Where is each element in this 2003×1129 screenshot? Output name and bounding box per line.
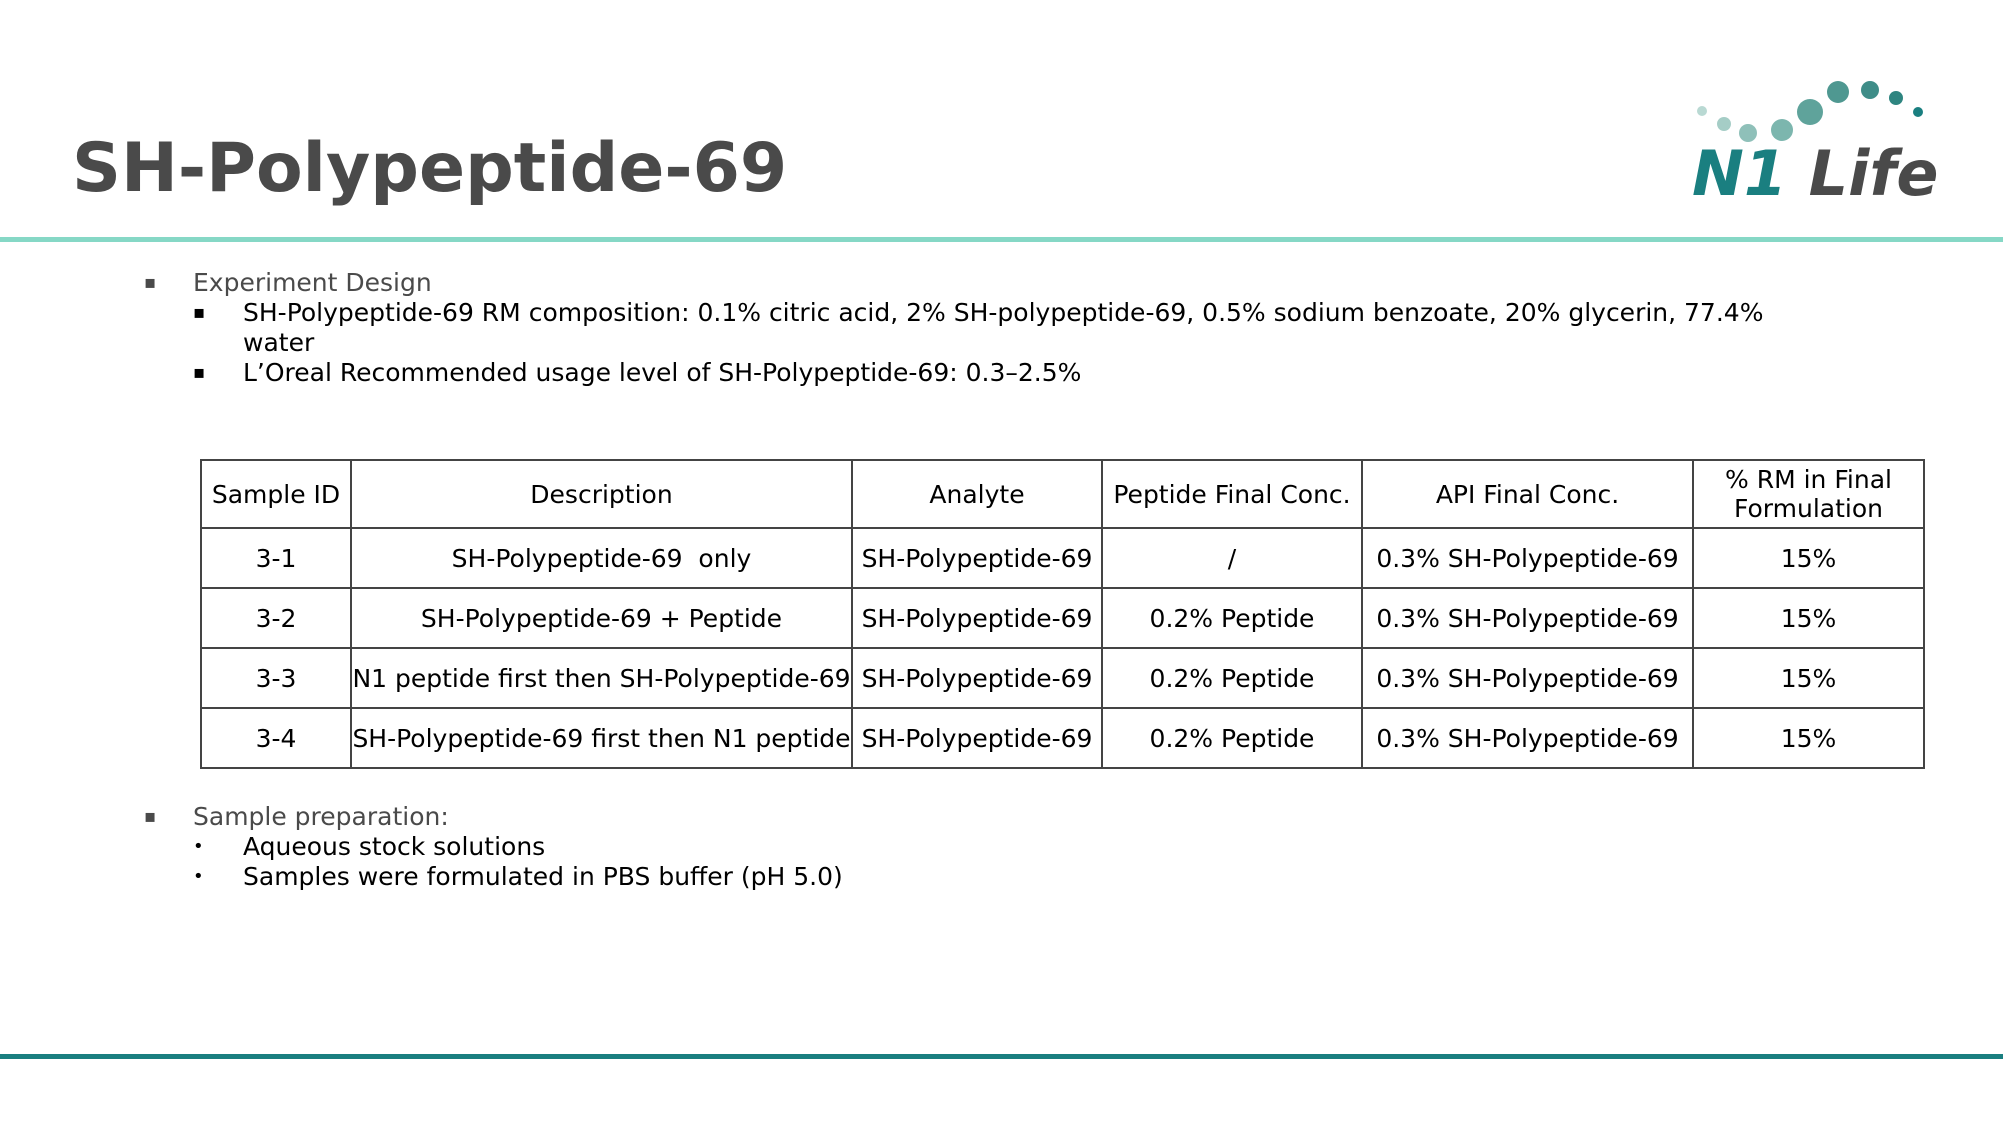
cell-analyte: SH-Polypeptide-69 — [852, 708, 1102, 768]
cell-description: SH-Polypeptide-69 only — [351, 528, 852, 588]
experiment-item-usage: L’Oreal Recommended usage level of SH-Polypeptide-69: 0.3–2.5% — [243, 358, 1082, 387]
cell-peptide-conc: 0.2% Peptide — [1102, 588, 1362, 648]
bullet-dot-icon: • — [193, 866, 204, 887]
preparation-heading: Sample preparation: — [193, 802, 449, 831]
cell-rm-percent: 15% — [1693, 648, 1924, 708]
experiment-item-composition-cont: water — [243, 328, 315, 357]
experiment-item-composition: SH-Polypeptide-69 RM composition: 0.1% citric acid, 2% SH-polypeptide-69, 0.5% sodium benzoate, 20% glycerin, 77.4% — [243, 298, 1764, 327]
col-header-rm-line1: % RM in Final — [1725, 465, 1892, 494]
sample-table — [200, 459, 1925, 769]
cell-description: SH-Polypeptide-69 + Peptide — [351, 588, 852, 648]
col-header-rm-line2: Formulation — [1734, 494, 1883, 523]
footer-divider — [0, 1054, 2003, 1059]
table-row — [201, 708, 1924, 768]
slide-title: SH-Polypeptide-69 — [72, 129, 788, 208]
cell-analyte: SH-Polypeptide-69 — [852, 648, 1102, 708]
table-header-row — [201, 460, 1924, 528]
cell-api-conc: 0.3% SH-Polypeptide-69 — [1362, 648, 1693, 708]
logo-life: Life — [1808, 137, 1939, 210]
cell-api-conc: 0.3% SH-Polypeptide-69 — [1362, 528, 1693, 588]
bullet-square-icon: ▪ — [193, 302, 206, 323]
cell-api-conc: 0.3% SH-Polypeptide-69 — [1362, 588, 1693, 648]
cell-description: SH-Polypeptide-69 first then N1 peptide — [351, 708, 852, 768]
col-header-api-conc: API Final Conc. — [1362, 460, 1693, 528]
bullet-square-icon: ▪ — [144, 272, 157, 293]
cell-peptide-conc: / — [1102, 528, 1362, 588]
preparation-item-buffer: Samples were formulated in PBS buffer (pH 5.0) — [243, 862, 843, 891]
cell-sample-id: 3-4 — [201, 708, 351, 768]
cell-sample-id: 3-3 — [201, 648, 351, 708]
cell-rm-percent: 15% — [1693, 708, 1924, 768]
cell-analyte: SH-Polypeptide-69 — [852, 588, 1102, 648]
bullet-square-icon: ▪ — [193, 362, 206, 383]
cell-peptide-conc: 0.2% Peptide — [1102, 648, 1362, 708]
experiment-heading: Experiment Design — [193, 268, 432, 297]
cell-rm-percent: 15% — [1693, 588, 1924, 648]
table-row — [201, 588, 1924, 648]
logo-n1: N1 — [1692, 137, 1788, 210]
cell-analyte: SH-Polypeptide-69 — [852, 528, 1102, 588]
bullet-square-icon: ▪ — [144, 806, 157, 827]
logo-wordmark — [1692, 137, 1939, 210]
table-row — [201, 648, 1924, 708]
col-header-peptide-conc: Peptide Final Conc. — [1102, 460, 1362, 528]
col-header-analyte: Analyte — [852, 460, 1102, 528]
bullet-dot-icon: • — [193, 836, 204, 857]
cell-rm-percent: 15% — [1693, 528, 1924, 588]
cell-sample-id: 3-1 — [201, 528, 351, 588]
preparation-item-stock: Aqueous stock solutions — [243, 832, 546, 861]
table-row — [201, 528, 1924, 588]
header-divider — [0, 237, 2003, 242]
cell-peptide-conc: 0.2% Peptide — [1102, 708, 1362, 768]
cell-sample-id: 3-2 — [201, 588, 351, 648]
col-header-rm-percent — [1693, 460, 1924, 528]
col-header-sample-id: Sample ID — [201, 460, 351, 528]
col-header-description: Description — [351, 460, 852, 528]
cell-description: N1 peptide first then SH-Polypeptide-69 — [351, 648, 852, 708]
cell-api-conc: 0.3% SH-Polypeptide-69 — [1362, 708, 1693, 768]
